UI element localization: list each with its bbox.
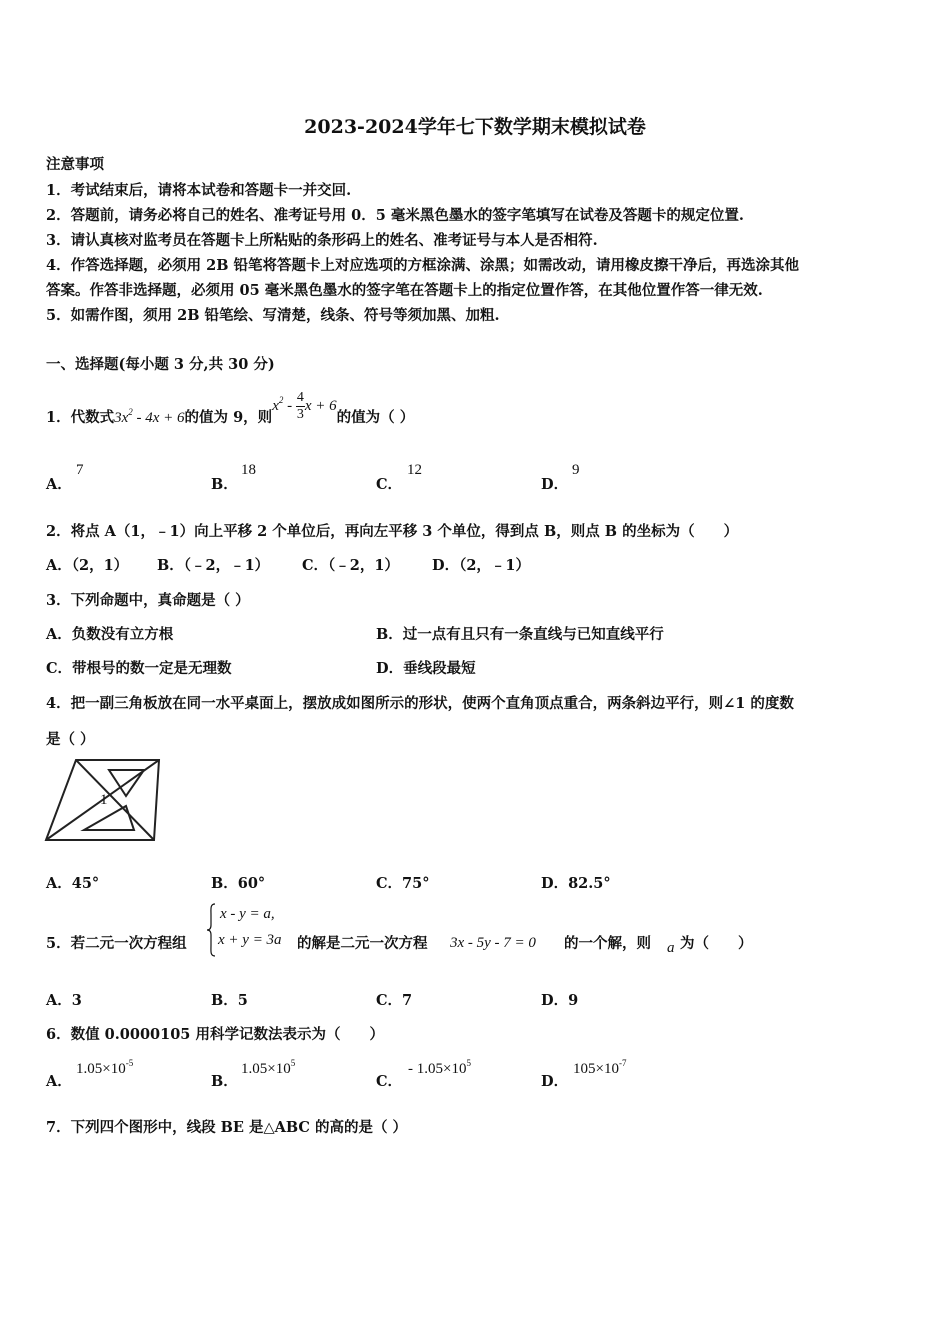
question-2: 2．将点 A（1，﹣1）向上平移 2 个单位后，再向左平移 3 个单位，得到点 B，则点 B 的坐标为（ ） — [46, 523, 739, 540]
option-label: A． — [46, 476, 72, 493]
option-label: A． — [46, 1073, 72, 1090]
option: A．3 — [46, 992, 82, 1009]
option-value: 9 — [572, 462, 580, 478]
option: C．75° — [376, 875, 430, 892]
option-label: C． — [376, 1073, 403, 1090]
notice-item: 答案。作答非选择题，必须用 05 毫米黑色墨水的签字笔在答题卡上的指定位置作答，在其他位置作答一律无效. — [46, 282, 763, 299]
variable-a: a — [667, 940, 675, 956]
brace-icon — [206, 903, 216, 957]
option: C．7 — [376, 992, 413, 1009]
question-1-middle: 的值为 9，则 — [184, 408, 273, 426]
question-6: 6．数值 0.0000105 用科学记数法表示为（ ） — [46, 1026, 384, 1043]
question-7: 7．下列四个图形中，线段 BE 是△ABC 的高的是（ ） — [46, 1119, 408, 1136]
option: D．垂线段最短 — [376, 660, 476, 677]
option-label: B． — [211, 1073, 238, 1090]
option-label: C． — [376, 476, 403, 493]
notice-item: 4．作答选择题，必须用 2B 铅笔将答题卡上对应选项的方框涂满、涂黑；如需改动，请用橡皮擦干净后，再选涂其他 — [46, 257, 800, 274]
option: D．9 — [541, 992, 579, 1009]
question-4: 4．把一副三角板放在同一水平桌面上，摆放成如图所示的形状，使两个直角顶点重合，两条斜边平行，则∠1 的度数 — [46, 695, 794, 712]
option-label: D． — [541, 1073, 569, 1090]
notice-item: 2．答题前，请务必将自己的姓名、准考证号用 0．5 毫米黑色墨水的签字笔填写在试卷及答题卡的规定位置. — [46, 207, 744, 224]
question-3: 3．下列命题中，真命题是（ ） — [46, 592, 250, 609]
page-title: 2023-2024学年七下数学期末模拟试卷 — [304, 116, 646, 138]
question-5-middle2: 的一个解，则 — [564, 935, 651, 952]
notice-heading: 注意事项 — [46, 156, 104, 173]
question-5-prefix: 5．若二元一次方程组 — [46, 935, 187, 952]
option-value: 12 — [407, 462, 422, 478]
equation-2: x + y = 3a — [218, 932, 282, 948]
option: A．（2，1） — [46, 557, 129, 574]
option: D．82.5° — [541, 875, 611, 892]
option: C．（﹣2，1） — [302, 557, 399, 574]
option-value: 7 — [76, 462, 84, 478]
triangle-rulers-figure — [44, 756, 164, 846]
option-value: $1.05\times 10^{-5}$ — [76, 1058, 134, 1077]
notice-item: 3．请认真核对监考员在答题卡上所粘贴的条形码上的姓名、准考证号与本人是否相符. — [46, 232, 598, 249]
option: A．负数没有立方根 — [46, 626, 174, 643]
question-4-line2: 是（ ） — [46, 731, 95, 748]
option: B．（﹣2，﹣1） — [157, 557, 270, 574]
option-value: $105\times 10^{-7}$ — [573, 1058, 627, 1077]
option-label: D． — [541, 476, 569, 493]
option: B．过一点有且只有一条直线与已知直线平行 — [376, 626, 664, 643]
option: B．5 — [211, 992, 248, 1009]
option-label: B． — [211, 476, 238, 493]
option: B．60° — [211, 875, 266, 892]
question-1-prefix: 1．代数式 — [46, 408, 115, 426]
option-value: 18 — [241, 462, 256, 478]
question-1 — [46, 390, 415, 435]
inner-triangle-bottom — [84, 806, 134, 830]
option-value: - $1.05\times 10^5$ — [408, 1058, 471, 1077]
math-expression: $3x^2 - 4x + 6$ — [114, 406, 185, 426]
equation-1: x - y = a, — [220, 906, 275, 922]
option: A．45° — [46, 875, 100, 892]
notice-item: 5．如需作图，须用 2B 铅笔绘、写清楚，线条、符号等须加黑、加粗. — [46, 307, 500, 324]
question-1-suffix: 的值为（ ） — [336, 408, 415, 426]
question-5-middle: 的解是二元一次方程 — [297, 935, 428, 952]
math-expression: $x^2$ - $\frac{4}{3}$ x + 6 — [272, 390, 337, 422]
option: C．带根号的数一定是无理数 — [46, 660, 232, 677]
section-heading: 一、选择题(每小题 3 分,共 30 分) — [46, 356, 275, 373]
option-value: $1.05\times 10^5$ — [241, 1058, 296, 1077]
option: D．（2，﹣1） — [432, 557, 531, 574]
equation-3: 3x - 5y - 7 = 0 — [450, 935, 536, 951]
notice-item: 1．考试结束后，请将本试卷和答题卡一并交回. — [46, 182, 352, 199]
question-5-suffix: 为（ ） — [680, 935, 753, 952]
angle-label: 1 — [100, 792, 108, 808]
